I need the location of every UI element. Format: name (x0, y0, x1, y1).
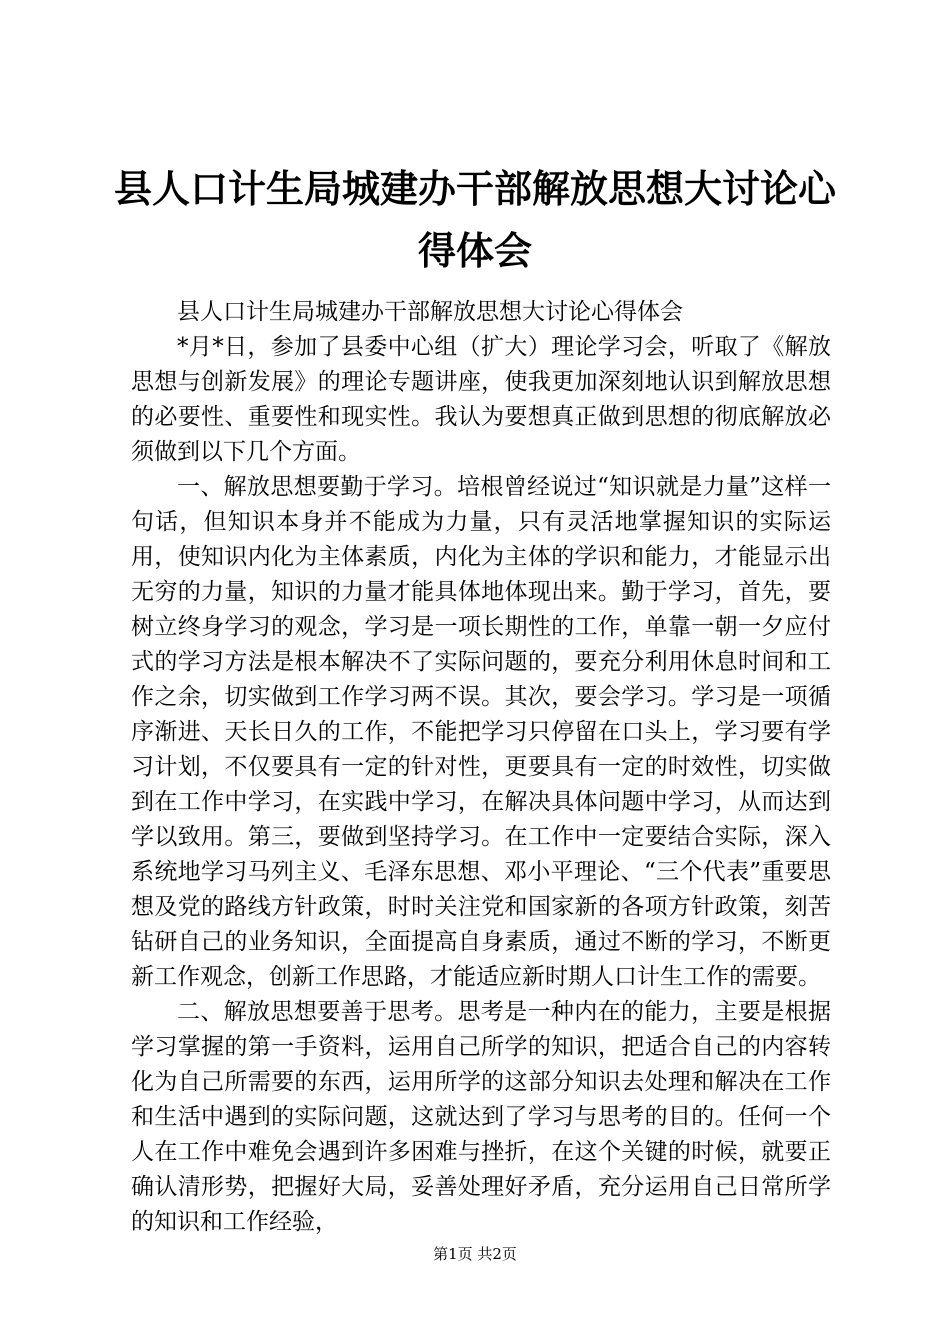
paragraph-intro: *月*日，参加了县委中心组（扩大）理论学习会，听取了《解放思想与创新发展》的理论专题讲座，使我更加深刻地认识到解放思想的必要性、重要性和现实性。我认为要想真正做到思想的彻底解放必须做到以下几个方面。 (131, 334, 831, 465)
document-title: 县人口计生局城建办干部解放思想大讨论心得体会 (113, 167, 836, 273)
paragraph-subtitle: 县人口计生局城建办干部解放思想大讨论心得体会 (177, 299, 683, 325)
paragraph-section-1: 一、解放思想要勤于学习。培根曾经说过“知识就是力量”这样一句话，但知识本身并不能成为力量，只有灵活地掌握知识的实际运用，使知识内化为主体素质，内化为主体的学识和能力，才能显示出无穷的力量，知识的力量才能具体地体现出来。勤于学习，首先，要树立终身学习的观念，学习是一项长期性的工作，单靠一朝一夕应付式的学习方法是根本解决不了实际问题的，要充分利用休息时间和工作之余，切实做到工作学习两不误。其次，要会学习。学习是一项循序渐进、天长日久的工作，不能把学习只停留在口头上，学习要有学习计划，不仅要具有一定的针对性，更要具有一定的时效性，切实做到在工作中学习，在实践中学习，在解决具体问题中学习，从而达到学以致用。第三，要做到坚持学习。在工作中一定要结合实际，深入系统地学习马列主义、毛泽东思想、邓小平理论、“三个代表”重要思想及党的路线方针政策，时时关注党和国家新的各项方针政策，刻苦钻研自己的业务知识，全面提高自身素质，通过不断的学习，不断更新工作观念，创新工作思路，才能适应新时期人口计生工作的需要。 (131, 474, 831, 990)
page-number-footer: 第1页 共2页 (433, 1245, 517, 1263)
paragraph-section-2: 二、解放思想要善于思考。思考是一种内在的能力，主要是根据学习掌握的第一手资料，运用自己所学的知识，把适合自己的内容转化为自己所需要的东西，运用所学的这部分知识去处理和解决在工作和生活中遇到的实际问题，这就达到了学习与思考的目的。任何一个人在工作中难免会遇到许多困难与挫折，在这个关键的时候，就要正确认清形势，把握好大局，妥善处理好矛盾，充分运用自己日常所学的知识和工作经验， (131, 999, 831, 1235)
document-body (131, 295, 831, 1240)
